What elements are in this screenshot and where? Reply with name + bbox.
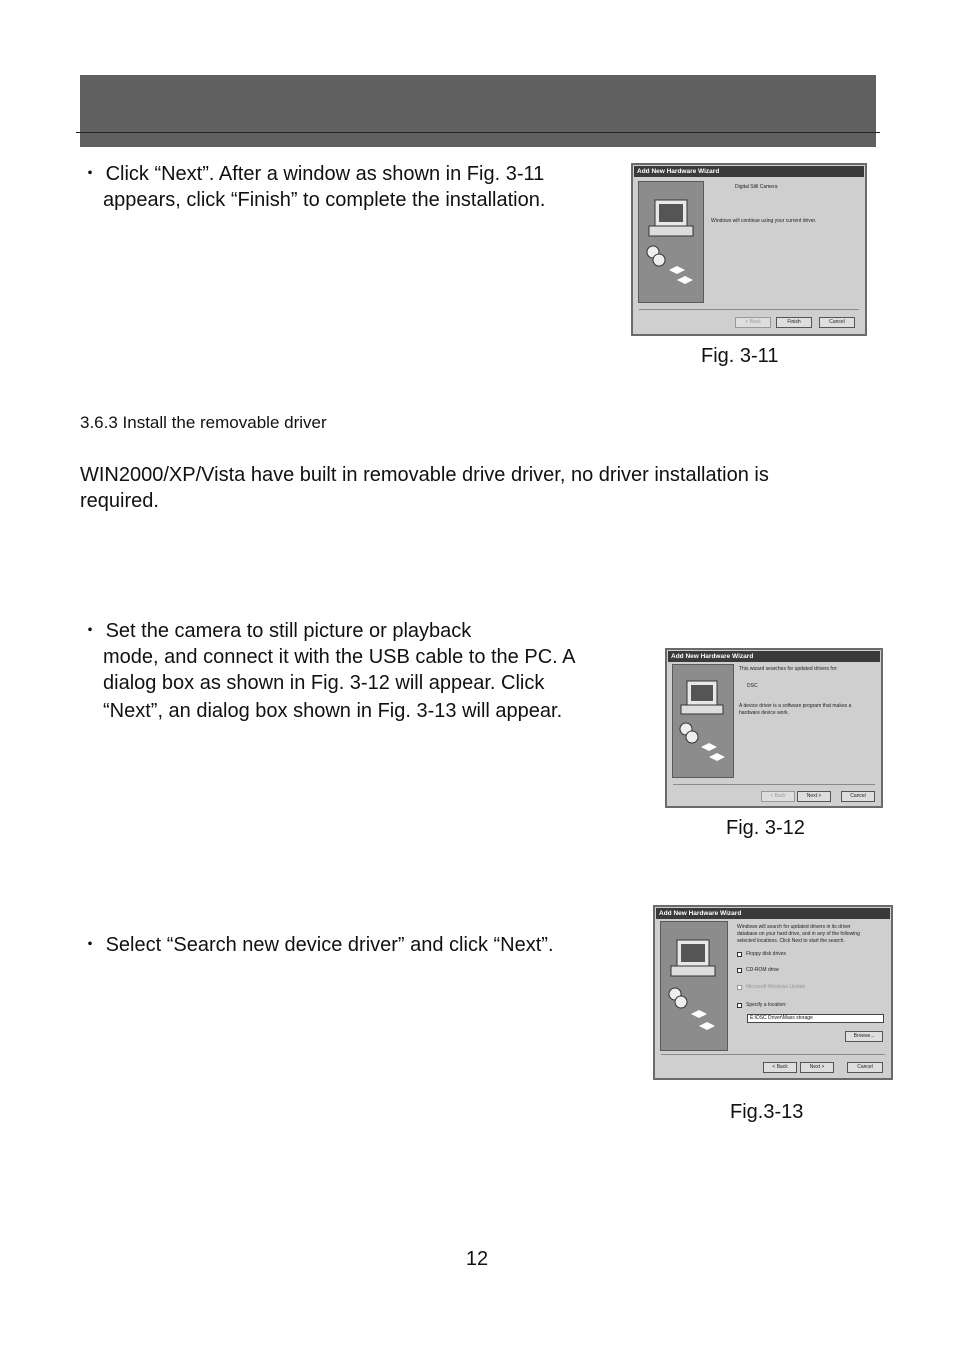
section3-line1: Select “Search new device driver” and click “Next”. <box>105 934 554 956</box>
cdrom-checkbox[interactable] <box>737 968 742 973</box>
fig-3-12-caption: Fig. 3-12 <box>726 817 805 839</box>
bullet: ・ <box>80 934 100 956</box>
section-heading: 3.6.3 Install the removable driver <box>80 413 327 432</box>
next-button[interactable]: Next > <box>797 791 831 802</box>
section1-text <box>80 161 545 213</box>
computer-disks-icon <box>639 182 703 302</box>
dialog-title: Add New Hardware Wizard <box>634 166 864 177</box>
paragraph-line2: required. <box>80 490 159 512</box>
section2-line4: “Next”, an dialog box shown in Fig. 3-13 will appear. <box>103 700 563 722</box>
dialog-title: Add New Hardware Wizard <box>668 651 880 662</box>
bullet: ・ <box>80 163 100 185</box>
dialog-message: Windows will continue using your current driver. <box>711 218 817 224</box>
wizard-image-panel <box>660 921 728 1051</box>
floppy-checkbox[interactable] <box>737 952 742 957</box>
dialog-separator <box>673 784 875 785</box>
dialog-text-line3: hardware device work. <box>739 710 790 716</box>
windows-update-checkbox[interactable] <box>737 985 742 990</box>
back-button[interactable]: < Back <box>763 1062 797 1073</box>
fig-3-11-screenshot <box>631 163 867 336</box>
section3-text <box>80 932 554 958</box>
dialog-text-line1: Windows will search for updated drivers in its driver <box>737 924 851 930</box>
computer-disks-icon <box>673 665 733 777</box>
specify-location-checkbox[interactable] <box>737 1003 742 1008</box>
section2-line3: dialog box as shown in Fig. 3-12 will appear. Click <box>103 672 545 694</box>
page-number: 12 <box>465 1248 489 1270</box>
fig-3-13-screenshot <box>653 905 893 1080</box>
windows-update-option-label: Microsoft Windows Update <box>746 984 806 990</box>
cancel-button[interactable]: Cancel <box>847 1062 883 1073</box>
paragraph <box>80 462 769 514</box>
fig-3-13-caption: Fig.3-13 <box>730 1101 804 1123</box>
dialog-text-line3: selected locations. Click Next to start the search. <box>737 938 845 944</box>
floppy-option-label: Floppy disk drives <box>746 951 787 957</box>
cdrom-option-label: CD-ROM drive <box>746 967 779 973</box>
dialog-text-line2: A device driver is a software program that makes a <box>739 703 852 709</box>
dialog-text-line2: database on your hard drive, and in any of the following <box>737 931 860 937</box>
dialog-title: Add New Hardware Wizard <box>656 908 890 919</box>
specify-location-label: Specify a location: <box>746 1002 787 1008</box>
dialog-device-name: Digital Still Camera <box>735 184 778 190</box>
back-button[interactable]: < Back <box>761 791 795 802</box>
finish-button[interactable]: Finish <box>776 317 812 328</box>
section2-text <box>80 618 576 724</box>
section2-line1: Set the camera to still picture or playback <box>105 620 472 642</box>
dialog-separator <box>661 1054 885 1055</box>
section1-line2: appears, click “Finish” to complete the installation. <box>103 189 546 211</box>
header-rule <box>76 132 880 133</box>
browse-button[interactable]: Browse... <box>845 1031 883 1042</box>
next-button[interactable]: Next > <box>800 1062 834 1073</box>
section1-line1: Click “Next”. After a window as shown in Fig. 3-11 <box>105 163 545 185</box>
wizard-image-panel <box>638 181 704 303</box>
back-button[interactable]: < Back <box>735 317 771 328</box>
section2-line2: mode, and connect it with the USB cable to the PC. A <box>103 646 576 668</box>
fig-3-12-screenshot <box>665 648 883 808</box>
bullet: ・ <box>80 620 100 642</box>
cancel-button[interactable]: Cancel <box>841 791 875 802</box>
dialog-separator <box>639 309 859 310</box>
cancel-button[interactable]: Cancel <box>819 317 855 328</box>
wizard-image-panel <box>672 664 734 778</box>
location-path-input[interactable]: E:\DSC Driver\Mass storage <box>747 1014 884 1023</box>
dialog-text-line1: This wizard searches for updated drivers for: <box>739 666 838 672</box>
computer-disks-icon <box>661 922 727 1050</box>
header-band <box>80 75 876 147</box>
paragraph-line1: WIN2000/XP/Vista have built in removable drive driver, no driver installation is <box>80 464 769 486</box>
dialog-device-name: DSC <box>747 683 758 689</box>
fig-3-11-caption: Fig. 3-11 <box>701 345 779 367</box>
